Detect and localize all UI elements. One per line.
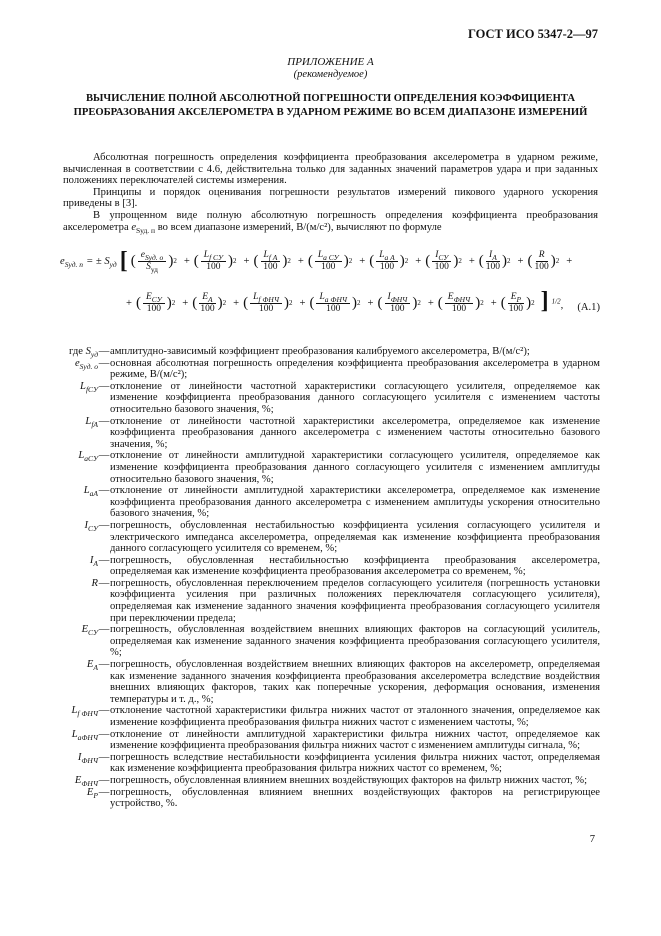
definition-symbol: $L_{fСУ}$ — [80, 380, 98, 394]
plus-sign: + — [233, 297, 240, 309]
formula-eq: = ± $S_{уд}$ — [86, 255, 117, 269]
definition-symbol: $L_{aА}$ — [83, 485, 98, 499]
definition-symbol: $L_{f ФНЧ}$ — [71, 705, 98, 719]
standard-header: ГОСТ ИСО 5347-2—97 — [467, 27, 598, 41]
body-text — [63, 152, 598, 233]
section-heading: ВЫЧИСЛЕНИЕ ПОЛНОЙ АБСОЛЮТНОЙ ПОГРЕШНОСТИ ОПРЕДЕЛЕНИЯ КОЭФФИЦИЕНТА ПРЕОБРАЗОВАНИЯ АКСЕЛЕРОМЕТРА В УДАРНОМ РЕЖИМЕ ВО ВСЕМ ДИАПАЗОНЕ ИЗМЕРЕНИЙ — [73, 93, 588, 118]
definition-item — [60, 705, 600, 728]
definition-symbol: $E_Р$ — [86, 786, 98, 800]
plus-sign: + — [126, 297, 132, 309]
formula-lhs: $e_{Sуд. п}$ — [60, 255, 84, 269]
definition-symbol: $L_{fА}$ — [85, 415, 98, 429]
plus-sign: + — [468, 255, 475, 267]
formula-term: ( $\frac{L_{a А}}{100}$ ) 2 — [369, 250, 409, 272]
definition-item — [60, 381, 600, 416]
definition-text: погрешность, обусловленная воздействием внешних влияющих факторов на согласующий усилитель, определяемая как изменение заданного значения коэффициента преобразования согласующего усилителя, %; — [110, 624, 600, 659]
definition-text: отклонение от линейности амплитудной характеристики фильтра нижних частот, определяемое как изменение коэффициента преобразования фильтра нижних частот с изменением амплитуды сигнала, %; — [110, 728, 600, 752]
definition-item — [60, 729, 600, 752]
definition-symbol: $E_{ФНЧ}$ — [74, 774, 98, 788]
definition-symbol: где $S_{уд}$ — [69, 346, 98, 359]
formula-row-1 — [60, 247, 576, 274]
dash: — — [98, 415, 110, 427]
formula-term: ( $\frac{L_{a СУ}}{100}$ ) 2 — [307, 250, 353, 272]
plus-sign: + — [566, 255, 573, 267]
definition-item — [60, 787, 600, 810]
definition-text: отклонение от линейности амплитудной характеристики акселерометра, определяемое как изменение коэффициента преобразования данного акселерометра с изменением амплитуды ускорения относительно базового значения, %; — [110, 485, 600, 520]
formula-term: ( $\frac{R}{100}$ ) 2 — [527, 250, 560, 272]
formula-row-2 — [122, 287, 564, 315]
formula-term: ( $\frac{L_{a ФНЧ}}{100}$ ) 2 — [309, 292, 361, 314]
formula-term: ( $\frac{E_{ФНЧ}}{100}$ ) 2 — [437, 292, 484, 314]
paragraph: Принципы и порядок оценивания погрешности результатов измерений пикового ударного ускорения приведены в [3]. — [63, 186, 598, 210]
plus-sign: + — [490, 297, 497, 309]
formula-term: ( $\frac{E_А}{100}$ ) 2 — [192, 292, 227, 314]
plus-sign: + — [517, 255, 524, 267]
plus-sign: + — [427, 297, 434, 309]
definitions-list — [60, 346, 600, 810]
definition-item — [60, 485, 600, 520]
plus-sign: + — [359, 255, 366, 267]
appendix-note: (рекомендуемое) — [293, 69, 368, 80]
formula-a1 — [60, 247, 600, 330]
definition-item — [60, 659, 600, 705]
definition-symbol: $L_{aФНЧ}$ — [71, 728, 98, 742]
paragraph: Абсолютная погрешность определения коэффициента преобразования акселерометра в ударном режиме, вычисленная в соответствии с 4.6, действительна только для заданных значений параметров удара и при заданных положениях переключателей системы измерения. — [63, 152, 598, 187]
dash: — — [98, 357, 110, 369]
definition-symbol: $e_{Sуд. о}$ — [74, 357, 98, 371]
definition-text: погрешность, обусловленная воздействием внешних влияющих факторов на акселерометр, определяемая как изменение заданного значения коэффициента преобразования акселерометра вследствие воздействия внешних влияющих факторов, таких как поперечные ускорения, деформация основания, изменения температуры и т. д., %; — [110, 659, 600, 705]
definition-item — [60, 416, 600, 451]
dash: — — [98, 705, 110, 717]
formula-term: ( $\frac{I_{ФНЧ}}{100}$ ) 2 — [377, 292, 421, 314]
symbol: e — [131, 221, 137, 233]
formula-term: ( $\frac{I_А}{100}$ ) 2 — [478, 250, 511, 272]
definition-text: амплитудно-зависимый коэффициент преобразования калибруемого акселерометра, В/(м/с²); — [110, 346, 530, 357]
page-number: 7 — [589, 834, 595, 845]
formula-term: ( $\frac{e_{Sуд. о}}{S_{уд}}$ ) 2 — [130, 250, 177, 274]
definition-text: отклонение частотной характеристики фильтра нижних частот от эталонного значения, определяемое как изменение коэффициента преобразования фильтра нижних частот с изменением частоты, %; — [110, 705, 600, 728]
dash: — — [98, 577, 110, 589]
plus-sign: + — [415, 255, 422, 267]
dash: — — [98, 659, 110, 671]
definition-text: погрешность, обусловленная переключением пределов согласующего усилителя (погрешность установки коэффициента усиления при различных положениях переключателя согласующего усилителя), определяемая как изменение заданного значения коэффициента преобразования согласующего усилителя при переключении предела; — [110, 577, 600, 624]
dash: — — [98, 519, 110, 531]
definition-symbol: R — [91, 577, 98, 589]
appendix-title: ПРИЛОЖЕНИЕ А — [287, 56, 374, 68]
definition-item — [60, 358, 600, 381]
plus-sign: + — [182, 297, 189, 309]
definition-item — [60, 624, 600, 659]
definition-text: отклонение от линейности амплитудной характеристики согласующего усилителя, определяемое как изменение коэффициента преобразования данного согласующего усилителя с изменением амплитуды относительно базового значения, %; — [110, 450, 600, 485]
dash: — — [98, 624, 110, 636]
paragraph-text: В упрощенном виде полную абсолютную погрешность определения коэффициента преобразования акселерометра — [63, 209, 598, 233]
paragraph-text: во всем диапазоне измерений, В/(м/с²), вычисляют по формуле — [155, 221, 442, 233]
formula-term: ( $\frac{L_{f СУ}}{100}$ ) 2 — [193, 250, 237, 272]
dash: — — [98, 728, 110, 740]
dash: — — [98, 751, 110, 763]
symbol-subscript: Sуд. п — [136, 225, 156, 235]
formula-term: ( $\frac{I_{СУ}}{100}$ ) 2 — [425, 250, 462, 272]
formula-term: ( $\frac{E_{СУ}}{100}$ ) 2 — [135, 292, 176, 314]
plus-sign: + — [243, 255, 250, 267]
formula-term: ( $\frac{L_{f ФНЧ}}{100}$ ) 2 — [243, 292, 293, 314]
definition-item — [60, 555, 600, 578]
definition-text: отклонение от линейности частотной характеристики акселерометра, определяемое как изменение коэффициента преобразования данного акселерометра с изменением частоты относительно базового значения, %; — [110, 415, 600, 450]
definition-text: отклонение от линейности частотной характеристики согласующего усилителя, определяемое как изменение коэффициента преобразования данного согласующего усилителя с изменением частоты относительно базового значения, %; — [110, 380, 600, 415]
definition-symbol: $I_А$ — [89, 554, 98, 568]
dash: — — [98, 346, 110, 357]
formula-term: ( $\frac{L_{f А}}{100}$ ) 2 — [253, 250, 291, 272]
plus-sign: + — [297, 255, 304, 267]
definition-text: погрешность, обусловленная нестабильностью коэффициента преобразования акселерометра, определяемая как изменение коэффициента преобразования акселерометра со временем, %; — [110, 554, 600, 578]
definition-item — [60, 752, 600, 775]
dash: — — [98, 786, 110, 798]
dash: — — [98, 554, 110, 566]
definition-symbol: $I_{ФНЧ}$ — [77, 751, 98, 765]
plus-sign: + — [183, 255, 190, 267]
definition-symbol: $E_{СУ}$ — [81, 624, 98, 638]
definition-symbol: $L_{aСУ}$ — [78, 450, 98, 464]
plus-sign: + — [299, 297, 306, 309]
dash: — — [98, 485, 110, 497]
definition-symbol: $E_А$ — [86, 659, 98, 673]
definition-item — [60, 775, 600, 787]
definition-text: основная абсолютная погрешность определения коэффициента преобразования акселерометра в ударном режиме, В/(м/с²); — [110, 357, 600, 381]
definition-text: погрешность, обусловленная влиянием внешних воздействующих факторов на регистрирующее устройство, %. — [110, 786, 600, 810]
dash: — — [98, 450, 110, 462]
dash: — — [98, 774, 110, 786]
equation-number: (А.1) — [577, 302, 600, 313]
definition-text: погрешность, обусловленная влиянием внешних воздействующих факторов на фильтр нижних частот, %; — [110, 774, 588, 786]
definition-item — [60, 520, 600, 555]
definition-item — [60, 578, 600, 624]
definition-symbol: $I_{СУ}$ — [84, 519, 98, 533]
definition-text: погрешность, обусловленная нестабильностью коэффициента усиления согласующего усилителя и электрического импеданса акселерометра, определяемая как изменение коэффициента преобразования данного согласующего усилителя со временем, %; — [110, 519, 600, 555]
formula-term: ( $\frac{E_Р}{100}$ ) 2 — [500, 292, 535, 314]
definition-item — [60, 346, 600, 358]
bracket-open: [ — [119, 247, 128, 274]
definition-item — [60, 450, 600, 485]
paragraph — [63, 210, 598, 233]
bracket-close: ] $^{1/2}$, — [540, 287, 564, 314]
plus-sign: + — [367, 297, 374, 309]
definition-text: погрешность вследствие нестабильности коэффициента усиления фильтра нижних частот, определяемая как изменение коэффициента преобразования фильтра нижних частот со временем, %; — [110, 751, 600, 775]
dash: — — [98, 380, 110, 392]
